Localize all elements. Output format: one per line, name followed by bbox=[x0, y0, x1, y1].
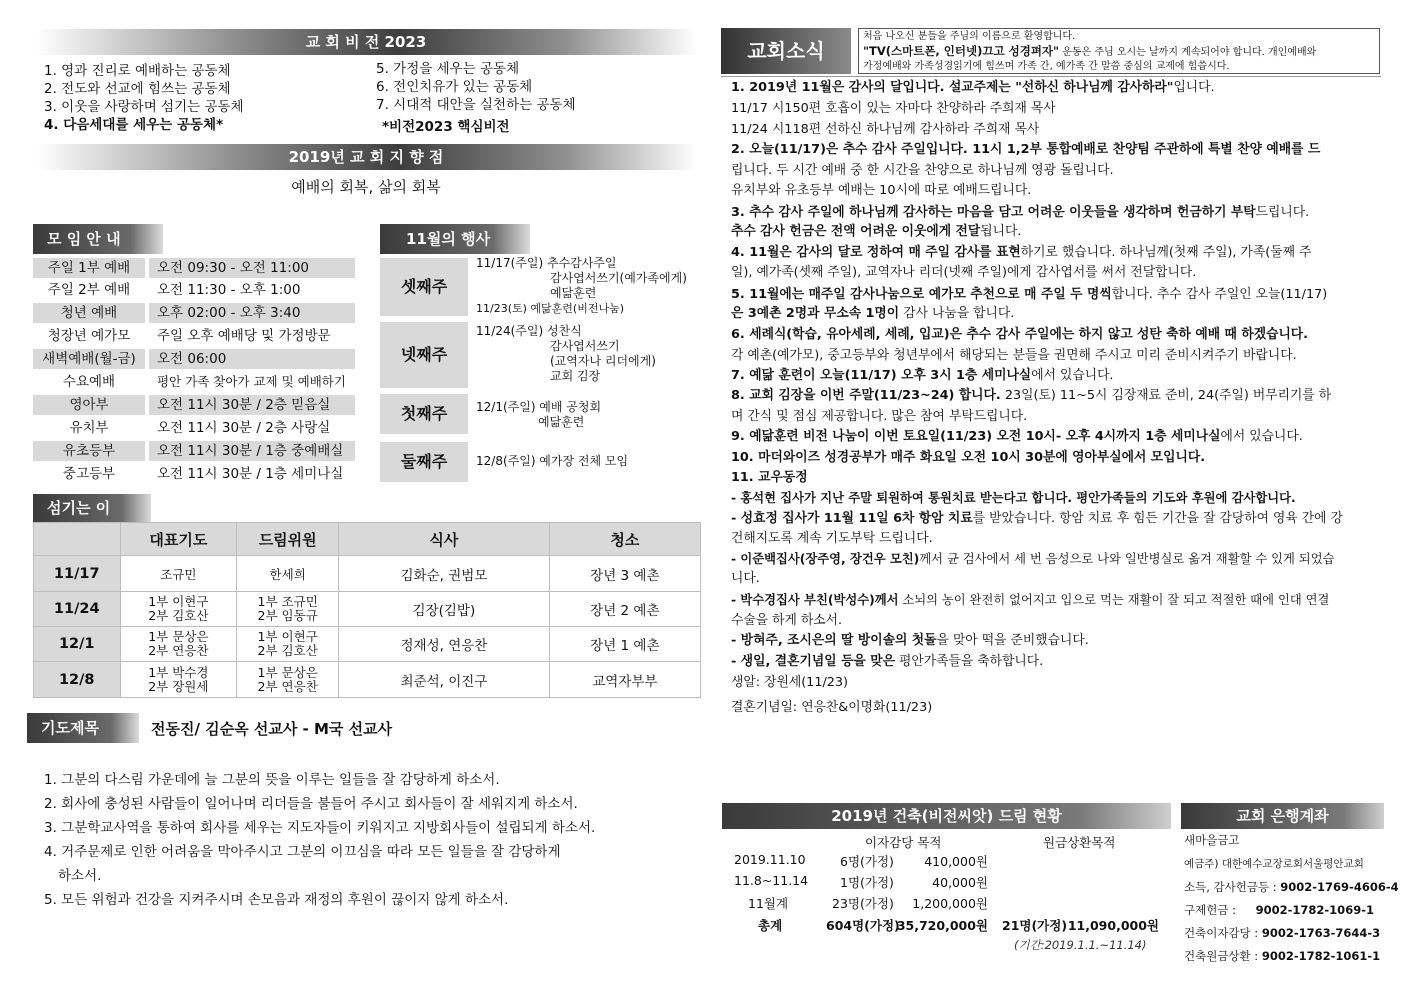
news-line: - 이준백집사(장주영, 장건우 모친)께서 균 검사에서 세 번 음성으로 나와 일반병실로 옮겨 재활할 수 있게 되었습 bbox=[731, 552, 1335, 566]
prayer-item: 1. 그분의 다스림 가운데에 늘 그분의 뜻을 이루는 일들을 잘 감당하게 하소서. bbox=[44, 772, 500, 788]
bank-info bbox=[1184, 832, 1399, 964]
building-date: 11월계 bbox=[748, 896, 789, 911]
servers-clean: 교역자부부 bbox=[549, 662, 700, 698]
prayer-item: 3. 그분학교사역을 통하여 회사를 세우는 지도자들이 키워지고 지방회사들이 설립되게 하소서. bbox=[44, 820, 596, 836]
servers-dream: 1부 이현구 2부 김호산 bbox=[237, 627, 339, 662]
vision-item: 4. 다음세대를 세우는 공동체* bbox=[44, 117, 224, 133]
news-line: 7. 예닮 훈련이 오늘(11/17) 오후 3시 1층 세미나실에서 있습니다. bbox=[731, 368, 1114, 383]
event-week-label: 넷째주 bbox=[380, 322, 468, 388]
building-amount: 1,200,000원 bbox=[912, 896, 988, 911]
servers-header: 청소 bbox=[549, 523, 700, 556]
event-week-label: 둘째주 bbox=[380, 442, 468, 482]
meeting-time: 오전 06:00 bbox=[149, 349, 355, 369]
servers-header-row bbox=[34, 523, 701, 556]
meeting-time: 오전 11시 30분 / 1층 세미나실 bbox=[149, 464, 355, 484]
news-line: 결혼기념일: 연응찬&이명화(11/23) bbox=[731, 700, 933, 715]
vision-item: 3. 이웃을 사랑하며 섬기는 공동체 bbox=[44, 99, 244, 115]
meeting-time: 오전 11:30 - 오후 1:00 bbox=[149, 280, 355, 300]
direction-text: 예배의 회복, 삶의 회복 bbox=[291, 178, 441, 196]
servers-meal: 김장(김밥) bbox=[339, 592, 550, 627]
news-line: 일), 예가족(셋째 주일), 교역자나 리더(넷째 주일)에게 감사엽서를 써서 전달합니다. bbox=[731, 265, 1197, 280]
prayer-subject: 전동진/ 김순옥 선교사 - M국 선교사 bbox=[151, 720, 393, 738]
servers-header-empty bbox=[34, 523, 121, 556]
event-line: 예닮훈련 bbox=[550, 286, 597, 300]
prayer-title: 기도제목 bbox=[41, 719, 99, 737]
servers-header: 드림위원 bbox=[237, 523, 339, 556]
meeting-name: 유초등부 bbox=[33, 441, 145, 461]
servers-prayer: 조규민 bbox=[120, 556, 237, 592]
meeting-time: 오전 11시 30분 / 2층 믿음실 bbox=[149, 395, 355, 415]
event-week-lines bbox=[476, 454, 628, 469]
building-count: 604명(가정) bbox=[826, 918, 900, 933]
prayer-item: 하소서. bbox=[58, 868, 102, 884]
news-line: 8. 교회 김장을 이번 주말(11/23~24) 합니다. 23일(토) 11~5시 김장재료 준비, 24(주일) 버무리기를 하 bbox=[731, 388, 1332, 403]
news-line: 생알: 장원세(11/23) bbox=[731, 675, 849, 690]
building-date: 2019.11.10 bbox=[734, 852, 806, 867]
servers-prayer: 1부 이현구 2부 김호산 bbox=[120, 592, 237, 627]
servers-clean: 장년 1 예촌 bbox=[549, 627, 700, 662]
servers-prayer: 1부 문상은 2부 연응찬 bbox=[120, 627, 237, 662]
news-line: 각 예촌(예가모), 중고등부와 청년부에서 해당되는 분들을 권면해 주시고 미리 준비시켜주기 바랍니다. bbox=[731, 348, 1297, 363]
building-col1: 이자감당 목적 bbox=[865, 835, 942, 850]
news-intro-line: "TV(스마트폰, 인터넷)끄고 성경펴자" 운동은 주님 오시는 날까지 계속되어야 합니다. 개인예배와 bbox=[863, 44, 1317, 58]
vision-core-note: *비전2023 핵심비전 bbox=[382, 119, 510, 135]
news-line: 9. 예닮훈련 비전 나눔이 이번 토요일(11/23) 오전 10시- 오후 4시까지 1층 세미나실에서 있습니다. bbox=[731, 429, 1303, 444]
servers-header: 대표기도 bbox=[120, 523, 237, 556]
direction-title: 2019년 교 회 지 향 점 bbox=[288, 148, 444, 166]
meeting-time: 오후 02:00 - 오후 3:40 bbox=[149, 303, 355, 323]
prayer-item: 5. 모든 위험과 건강을 지켜주시며 손모음과 재정의 후원이 끊이지 않게 하소서. bbox=[44, 892, 509, 908]
prayer-tab bbox=[27, 713, 139, 743]
event-line: 교회 김장 bbox=[550, 369, 601, 383]
prayer-item: 2. 회사에 충성된 사람들이 일어나며 리더들을 불들어 주시고 회사들이 잘 세워지게 하소서. bbox=[44, 796, 578, 812]
building-amount2: 11,090,000원 bbox=[1067, 918, 1159, 933]
building-date: 11.8~11.14 bbox=[734, 873, 809, 888]
vision-item: 6. 전인치유가 있는 공동체 bbox=[376, 79, 533, 95]
building-date: 총계 bbox=[758, 918, 783, 933]
servers-prayer: 1부 박수경 2부 장원세 bbox=[120, 662, 237, 698]
meeting-name: 주일 1부 예배 bbox=[33, 258, 145, 278]
news-title-box bbox=[721, 28, 851, 74]
news-line: - 홍석현 집사가 지난 주말 퇴원하여 통원치료 받는다고 합니다. 평안가족들의 기도와 후원에 감사합니다. bbox=[731, 491, 1296, 505]
events-title: 11월의 행사 bbox=[406, 230, 491, 248]
meetings-table bbox=[33, 258, 358, 486]
servers-meal: 김화순, 권범모 bbox=[339, 556, 550, 592]
servers-dream: 1부 조규민 2부 임동규 bbox=[237, 592, 339, 627]
vision-title: 교 회 비 전 2023 bbox=[305, 33, 427, 51]
news-line: 4. 11월은 감사의 달로 정하여 매 주일 감사를 표현하기로 했습니다. 하나님께(첫째 주일), 가족(둘째 주 bbox=[731, 245, 1312, 260]
news-line: 건해지도록 계속 기도부탁 드립니다. bbox=[731, 531, 933, 546]
vision-left-list bbox=[44, 62, 364, 134]
building-period: (기간:2019.1.1.~11.14) bbox=[1014, 938, 1147, 952]
servers-dream: 1부 문상은 2부 연응찬 bbox=[237, 662, 339, 698]
servers-table bbox=[33, 522, 701, 698]
event-week-lines bbox=[476, 256, 687, 316]
servers-date: 12/1 bbox=[34, 627, 121, 662]
news-line: 11/17 시150편 호흡이 있는 자마다 찬양하라 주희재 목사 bbox=[731, 101, 1056, 116]
news-line: 수술을 하게 하소서. bbox=[731, 613, 843, 628]
event-line: 감사엽서쓰기(예가족에게) bbox=[550, 271, 687, 285]
prayer-item: 4. 거주문제로 인한 어려움을 막아주시고 그분의 이끄심을 따라 모든 일들을 잘 감당하게 bbox=[44, 844, 561, 860]
meeting-name: 중고등부 bbox=[33, 464, 145, 484]
servers-row bbox=[34, 627, 701, 662]
news-line: 3. 추수 감사 주일에 하나님께 감사하는 마음을 담고 어려운 이웃들을 생각하며 헌금하기 부탁드립니다. bbox=[731, 205, 1310, 220]
event-line: 예닮훈련 bbox=[538, 415, 585, 429]
meeting-time: 오전 11시 30분 / 2층 사랑실 bbox=[149, 418, 355, 438]
servers-row bbox=[34, 662, 701, 698]
bank-account: 구제헌금 : 9002-1782-1069-1 bbox=[1184, 903, 1374, 917]
building-amount: 410,000원 bbox=[924, 854, 988, 869]
news-line: 2. 오늘(11/17)은 추수 감사 주일입니다. 11시 1,2부 통합예배로 찬양팀 주관하에 특별 찬양 예배를 드 bbox=[731, 142, 1321, 157]
direction-title-bar bbox=[36, 144, 696, 170]
meeting-name: 청장년 예가모 bbox=[33, 326, 145, 346]
meeting-time: 평안 가족 찾아가 교제 및 예배하기 bbox=[149, 372, 369, 392]
vision-item: 1. 영과 진리로 예배하는 공동체 bbox=[44, 63, 231, 79]
bank-account: 건축원금상환 : 9002-1782-1061-1 bbox=[1184, 949, 1381, 963]
meeting-name: 새벽예배(월-금) bbox=[33, 349, 145, 369]
meeting-name: 청년 예배 bbox=[33, 303, 145, 323]
building-col2: 원금상환목적 bbox=[1043, 835, 1116, 850]
meetings-tab bbox=[33, 224, 163, 254]
bank-account: 건축이자감당 : 9002-1763-7644-3 bbox=[1184, 926, 1381, 940]
event-line: 감사엽서쓰기 bbox=[550, 339, 620, 353]
servers-dream: 한세희 bbox=[237, 556, 339, 592]
servers-meal: 최준석, 이진구 bbox=[339, 662, 550, 698]
event-line: (교역자나 리더에게) bbox=[550, 354, 656, 368]
news-line: - 성효정 집사가 11월 11일 6차 항암 치료를 받았습니다. 항암 치료 후 힘든 기간을 잘 감당하여 영육 간에 강 bbox=[731, 511, 1343, 526]
servers-row bbox=[34, 556, 701, 592]
vision-item: 7. 시대적 대안을 실천하는 공동체 bbox=[376, 97, 576, 113]
meetings-title: 모 임 안 내 bbox=[47, 230, 121, 248]
news-line: 11/24 시118편 선하신 하나님께 감사하라 주희재 목사 bbox=[731, 122, 1040, 137]
bank-holder: 예금주) 대한예수교장로회서울평안교회 bbox=[1184, 858, 1364, 870]
news-title: 교회소식 bbox=[747, 39, 825, 63]
meeting-name: 주일 2부 예배 bbox=[33, 280, 145, 300]
meeting-time: 오전 09:30 - 오전 11:00 bbox=[149, 258, 355, 278]
vision-item: 5. 가정을 세우는 공동체 bbox=[376, 61, 520, 77]
servers-date: 11/17 bbox=[34, 556, 121, 592]
event-line: 11/23(토) 예닮훈련(비전나눔) bbox=[476, 302, 624, 315]
events-table bbox=[380, 258, 700, 483]
meeting-name: 수요예배 bbox=[33, 372, 145, 392]
meeting-name: 유치부 bbox=[33, 418, 145, 438]
meeting-name: 영아부 bbox=[33, 395, 145, 415]
news-line: - 생일, 결혼기념일 등을 맞은 평안가족들을 축하합니다. bbox=[731, 654, 1044, 669]
vision-title-bar bbox=[36, 29, 696, 55]
bank-account: 소득, 감사헌금등 : 9002-1769-4606-4 bbox=[1184, 880, 1399, 894]
event-line: 11/17(주일) 추수감사주일 bbox=[476, 256, 617, 270]
bank-title: 교회 은행계좌 bbox=[1236, 807, 1329, 825]
news-intro-line: 처음 나오신 분들을 주님의 이름으로 환영합니다. bbox=[863, 31, 1076, 42]
news-intro-line: 가정예배와 가족성경읽기에 힘쓰며 가족 간, 예가족 간 말씀 중심의 교제에 힘씁시다. bbox=[863, 61, 1230, 72]
events-tab bbox=[380, 224, 530, 254]
news-line: 5. 11월에는 매주일 감사나눔으로 예가모 추천으로 매 주일 두 명씩합니다. 추수 감사 주일인 오늘(11/17) bbox=[731, 287, 1328, 302]
event-line: 12/1(주일) 예배 공청회 bbox=[476, 400, 602, 414]
meeting-time: 주일 오후 예배당 및 가정방문 bbox=[149, 326, 355, 346]
building-count: 6명(가정) bbox=[840, 854, 894, 869]
servers-date: 11/24 bbox=[34, 592, 121, 627]
news-line: 니다. bbox=[731, 571, 760, 586]
news-line: 11. 교우동정 bbox=[731, 470, 808, 485]
meeting-time: 오전 11시 30분 / 1층 중예배실 bbox=[149, 441, 355, 461]
news-line: - 방혀주, 조시은의 딸 방이솔의 첫돌을 맞아 떡을 준비했습니다. bbox=[731, 633, 1089, 648]
news-line: 6. 세례식(학습, 유아세례, 세례, 입교)은 추수 감사 주일에는 하지 않고 성탄 축하 예배 때 하겠습니다. bbox=[731, 327, 1309, 342]
servers-row bbox=[34, 592, 701, 627]
vision-right-list bbox=[376, 60, 696, 136]
news-line: 립니다. 두 시간 예배 중 한 시간을 찬양으로 하나님께 영광 돌립니다. bbox=[731, 163, 1114, 178]
event-week-lines bbox=[476, 324, 656, 384]
servers-tab bbox=[33, 494, 151, 522]
servers-clean: 장년 3 예촌 bbox=[549, 556, 700, 592]
servers-meal: 정재성, 연응찬 bbox=[339, 627, 550, 662]
building-title-bar bbox=[722, 803, 1171, 829]
news-line: 추수 감사 헌금은 전액 어려운 이웃에게 전달됩니다. bbox=[731, 224, 1022, 239]
event-week-label: 셋째주 bbox=[380, 258, 468, 316]
news-intro bbox=[858, 28, 1380, 74]
prayer-list bbox=[44, 768, 694, 912]
building-count2: 21명(가정) bbox=[1002, 918, 1068, 933]
event-line: 12/8(주일) 예가장 전체 모임 bbox=[476, 454, 629, 468]
news-line: 10. 마더와이즈 성경공부가 매주 화요일 오전 10시 30분에 영아부실에서 모입니다. bbox=[731, 450, 1206, 465]
event-week-lines bbox=[476, 400, 601, 430]
event-line: 11/24(주일) 성찬식 bbox=[476, 324, 582, 338]
building-count: 1명(가정) bbox=[840, 875, 894, 890]
building-amount: 40,000원 bbox=[932, 875, 988, 890]
building-count: 23명(가정) bbox=[832, 896, 894, 911]
building-amount: 35,720,000원 bbox=[896, 918, 988, 933]
bank-title-bar bbox=[1181, 803, 1384, 829]
news-line: 1. 2019년 11월은 감사의 달입니다. 설교주제는 "선하신 하나님께 감사하라"입니다. bbox=[731, 80, 1215, 95]
news-line: 은 3예촌 2명과 무소속 1명이 감사 나눔을 합니다. bbox=[731, 306, 1015, 321]
news-line: 며 간식 및 점심 제공합니다. 많은 참여 부탁드립니다. bbox=[731, 409, 1028, 424]
servers-date: 12/8 bbox=[34, 662, 121, 698]
servers-header: 식사 bbox=[339, 523, 550, 556]
news-line: 유치부와 유초등부 예배는 10시에 따로 예배드립니다. bbox=[731, 183, 1032, 198]
servers-title: 섬기는 이 bbox=[47, 499, 111, 517]
bank-name: 새마을금고 bbox=[1184, 833, 1240, 847]
servers-clean: 장년 2 예촌 bbox=[549, 592, 700, 627]
news-line: - 박수경집사 부친(박성수)께서 소뇌의 농이 완전히 없어지고 입으로 먹는 재활이 잘 되고 적절한 때에 인대 연결 bbox=[731, 593, 1330, 607]
vision-item: 2. 전도와 선교에 힘쓰는 공동체 bbox=[44, 81, 231, 97]
building-title: 2019년 건축(비전씨앗) 드림 현황 bbox=[831, 807, 1062, 825]
event-week-label: 첫째주 bbox=[380, 394, 468, 434]
